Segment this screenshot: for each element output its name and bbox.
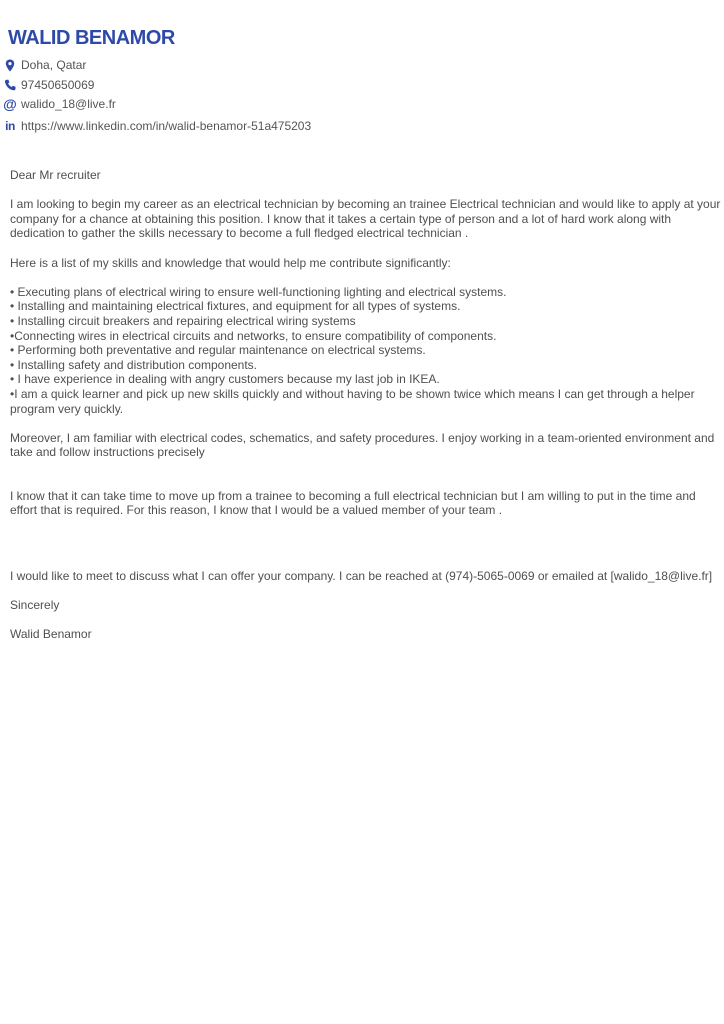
- contact-email-text: walido_18@live.fr: [21, 97, 116, 111]
- skill-item: • Executing plans of electrical wiring to ensure well-functioning lighting and electrical systems.: [10, 284, 507, 299]
- skill-item: • Performing both preventative and regular maintenance on electrical systems.: [10, 343, 426, 358]
- contact-location-text: Doha, Qatar: [21, 58, 87, 72]
- skill-item: • Installing circuit breakers and repairing electrical wiring systems: [10, 313, 356, 328]
- skills-intro: Here is a list of my skills and knowledge that would help me contribute significantly:: [10, 255, 451, 270]
- skill-item: •I am a quick learner and pick up new skills quickly and without having to be shown twice which means I can get through a helper program very quickly.: [10, 386, 695, 416]
- letter-intro-paragraph: I am looking to begin my career as an electrical technician by becoming an trainee Electrical technician and would like to apply at your company for a chance at obtaining this position. I know that it takes a certain type of person and a lot of hard work along with dedication to gather the skills necessary to become a full fledged electrical technician .: [10, 197, 721, 241]
- letter-salutation: Dear Mr recruiter: [10, 168, 101, 182]
- letter-closing: Sincerely: [10, 598, 60, 613]
- cover-letter-body: [10, 168, 722, 642]
- letter-familiarity-paragraph: Moreover, I am familiar with electrical codes, schematics, and safety procedures. I enjoy working in a team-oriented environment and take and follow instructions precisely: [10, 430, 715, 460]
- skill-item: • Installing safety and distribution components.: [10, 357, 258, 372]
- contact-location: [2, 57, 86, 73]
- skill-item: • Installing and maintaining electrical fixtures, and equipment for all types of systems.: [10, 299, 461, 314]
- contact-phone-text: 97450650069: [21, 78, 95, 92]
- map-pin-icon: [2, 57, 18, 73]
- contact-email[interactable]: [2, 96, 116, 112]
- applicant-name: WALID BENAMOR: [8, 27, 175, 49]
- contact-linkedin-text: https://www.linkedin.com/in/walid-benamor-51a475203: [21, 119, 312, 133]
- letter-commitment-paragraph: I know that it can take time to move up from a trainee to becoming a full electrical technician but I am willing to put in the time and effort that is required. For this reason, I know that I would be a valued member of your team .: [10, 488, 696, 518]
- skill-item: •Connecting wires in electrical circuits and networks, to ensure compatibility of components.: [10, 328, 497, 343]
- letter-signature: Walid Benamor: [10, 627, 92, 642]
- skill-item: • I have experience in dealing with angry customers because my last job in IKEA.: [10, 372, 440, 387]
- at-sign-icon: @: [3, 96, 17, 112]
- contact-phone[interactable]: [2, 77, 94, 93]
- linkedin-icon: in: [5, 119, 15, 133]
- letter-contact-paragraph: I would like to meet to discuss what I can offer your company. I can be reached at (974)-5065-0069 or emailed at [walido_18@live.fr]: [10, 569, 713, 584]
- contact-linkedin[interactable]: [2, 118, 311, 134]
- phone-icon: [2, 77, 18, 93]
